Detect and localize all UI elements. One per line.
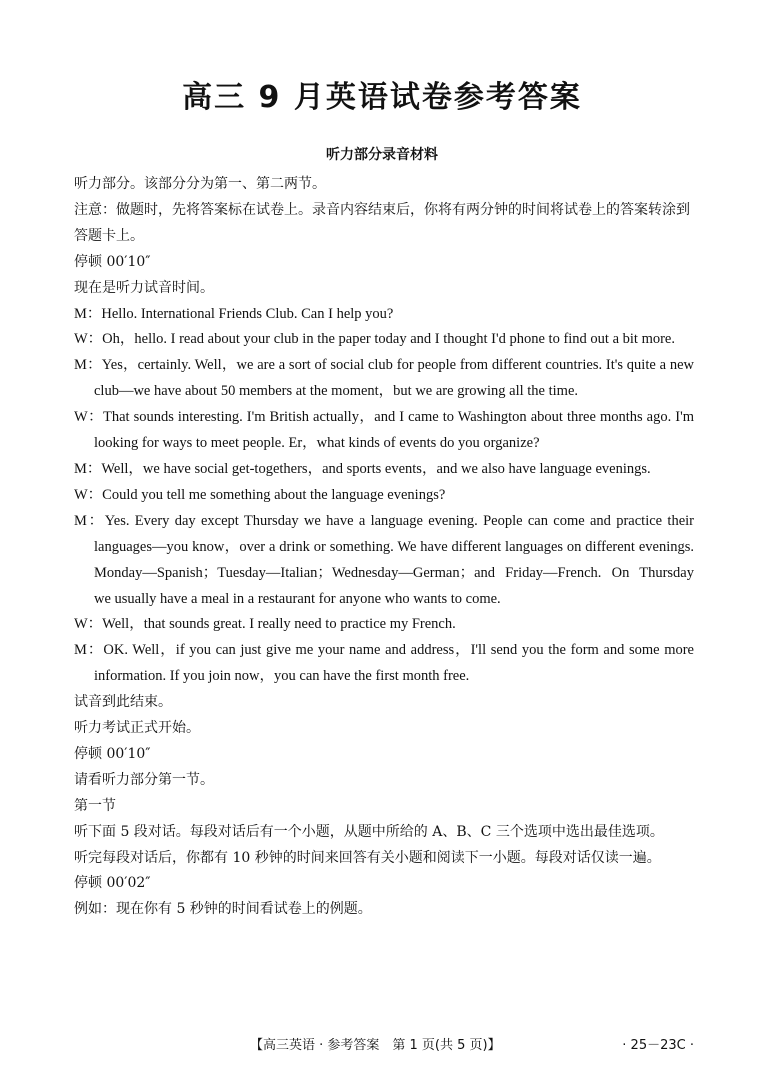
text-line: 例如：现在你有 5 秒钟的时间看试卷上的例题。 [74,901,372,918]
dialogue-line: M：OK. Well，if you can just give me your name and address，I'll send you the form and some more information. If you join now，you can have the first month free. [74,642,694,685]
text-line: 听完每段对话后，你都有 10 秒钟的时间来回答有关小题和阅读下一小题。每段对话仅读一遍。 [74,849,661,866]
dialogue-line: M：Yes，certainly. Well，we are a sort of social club for people from different countries. It's quite a new club—we have about 50 members at the moment，but we are growing all the time. [74,357,694,400]
dialogue-line: M：Well，we have social get-togethers，and sports events，and we also have language evenings. [74,460,651,477]
dialogue-line: W：That sounds interesting. I'm British actually，and I came to Washington about three months ago. I'm looking for ways to meet people. Er，what kinds of events do you organize? [74,409,694,452]
text-line: 请看听力部分第一节。 [74,771,214,788]
footer-page-info: 【高三英语 · 参考答案 第 1 页(共 5 页)】 [250,1038,501,1053]
text-line: 听力部分。该部分分为第一、第二两节。 [74,176,326,192]
dialogue-line: M：Hello. International Friends Club. Can I help you? [74,305,394,322]
footer-code: · 25－23C · [622,1038,694,1053]
text-line: 听下面 5 段对话。每段对话后有一个小题，从题中所给的 A、B、C 三个选项中选出最佳选项。 [74,823,664,840]
text-line: 试音到此结束。 [74,694,172,711]
pause-line: 停顿 00′10″ [74,253,151,270]
page-title: 高三 9 月英语试卷参考答案 [182,80,582,115]
page-footer [0,1034,764,1056]
section-subtitle: 听力部分录音材料 [326,147,438,163]
section-heading: 第一节 [74,797,116,814]
pause-line: 停顿 00′02″ [74,875,151,892]
text-line: 现在是听力试音时间。 [74,279,214,296]
pause-line: 停顿 00′10″ [74,745,151,762]
text-line: 听力考试正式开始。 [74,720,200,737]
dialogue-line: W：Could you tell me something about the language evenings? [74,486,446,503]
dialogue-line: W：Well，that sounds great. I really need to practice my French. [74,616,456,633]
dialogue-line: W：Oh，hello. I read about your club in the paper today and I thought I'd phone to find out a bit more. [74,331,675,348]
transcript-body [74,172,694,923]
dialogue-line: M：Yes. Every day except Thursday we have a language evening. People can come and practice their languages—you know，over a drink or something. We have different languages on different evenings. Monday—Spanish；Tuesday—Italian；Wednesday—German；and Friday—French. On Thursday we usually have a meal in a restaurant for anyone who wants to come. [74,512,694,607]
text-line: 注意：做题时，先将答案标在试卷上。录音内容结束后，你将有两分钟的时间将试卷上的答案转涂到答题卡上。 [74,201,690,244]
